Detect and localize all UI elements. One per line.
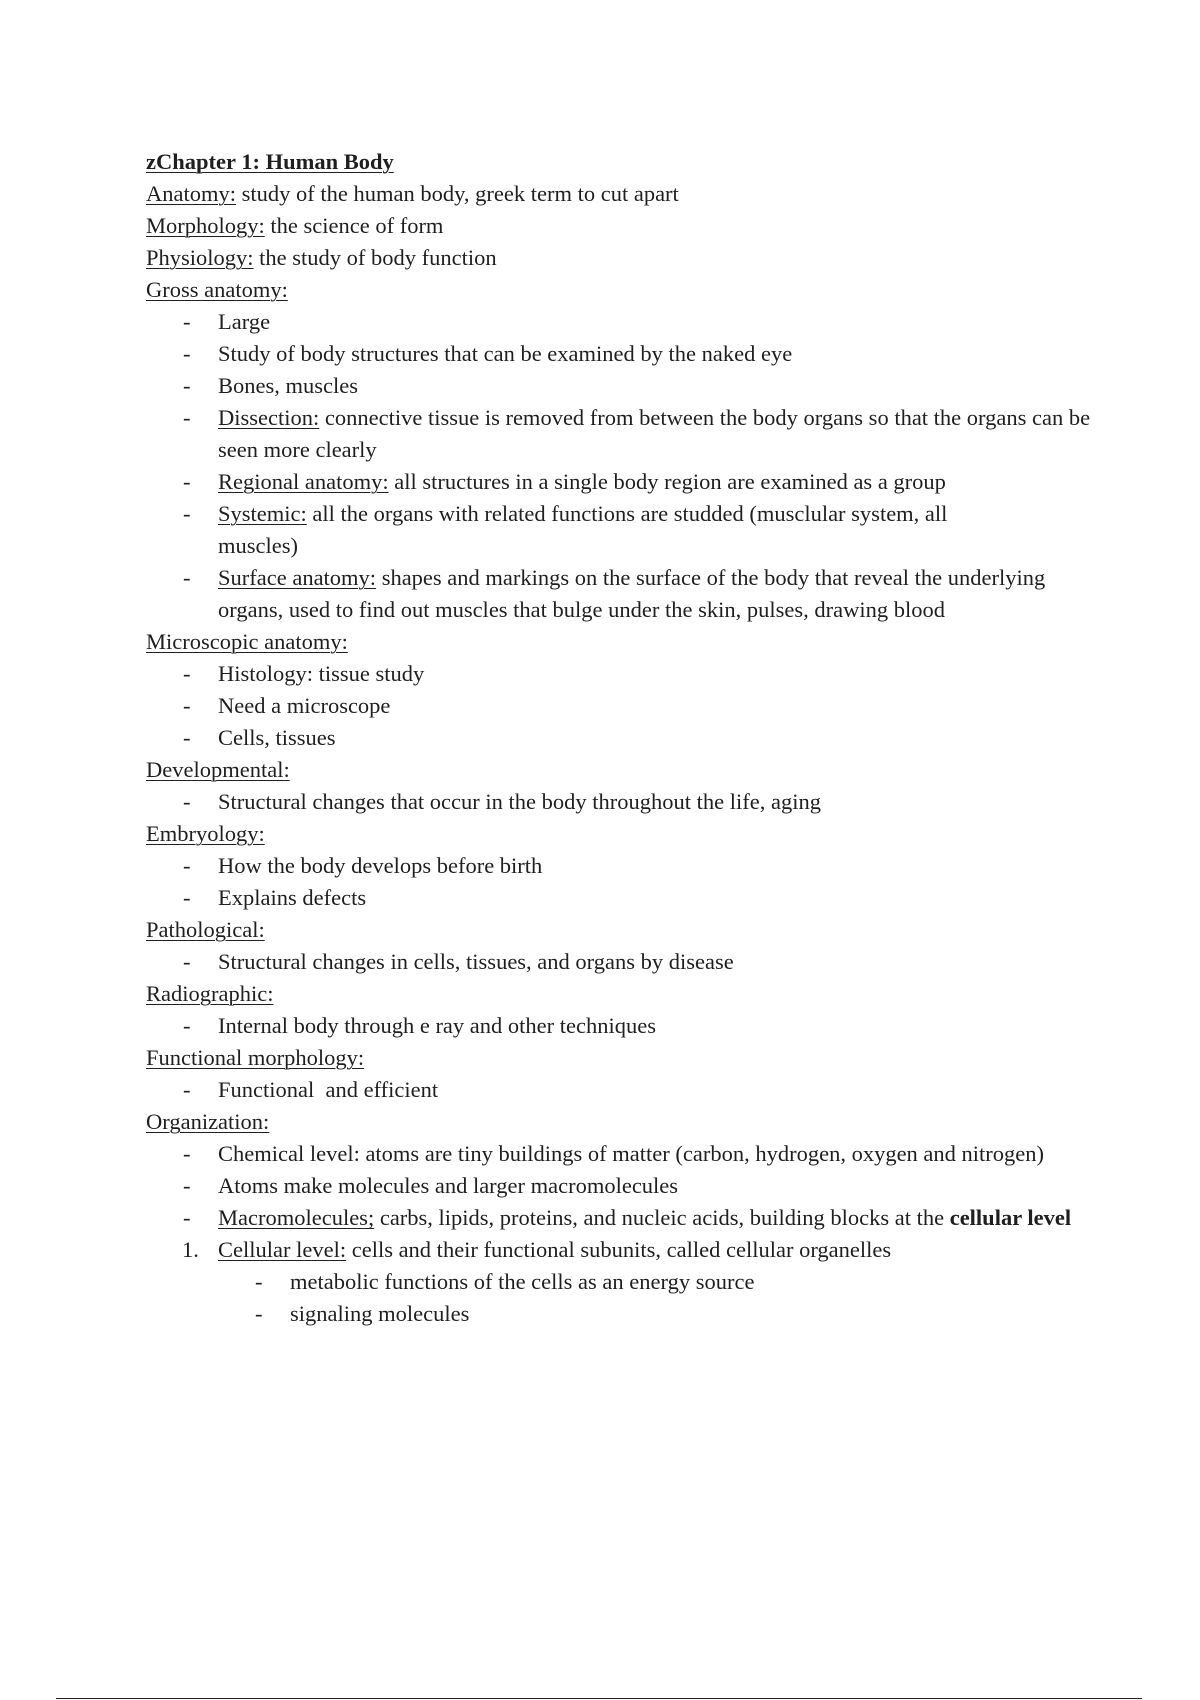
heading-embryology: Embryology: xyxy=(146,821,265,846)
def-anatomy-text: study of the human body, greek term to cut apart xyxy=(236,181,679,206)
list-item: - Histology: tissue study xyxy=(146,658,1106,690)
term-morphology: Morphology: xyxy=(146,213,265,238)
radiographic-list xyxy=(146,1010,1106,1042)
list-item: - metabolic functions of the cells as an energy source xyxy=(146,1266,1106,1298)
developmental-list xyxy=(146,786,1106,818)
def-physiology-text: the study of body function xyxy=(253,245,497,270)
heading-organization: Organization: xyxy=(146,1109,270,1134)
list-item: - Need a microscope xyxy=(146,690,1106,722)
term-systemic: Systemic: xyxy=(218,501,307,526)
document-body xyxy=(146,146,1106,1330)
list-item: - Functional and efficient xyxy=(146,1074,1106,1106)
heading-developmental: Developmental: xyxy=(146,757,290,782)
term-surface-anatomy: Surface anatomy: xyxy=(218,565,377,590)
def-morphology-text: the science of form xyxy=(264,213,444,238)
list-item: - Structural changes in cells, tissues, and organs by disease xyxy=(146,946,1106,978)
cellular-sublist xyxy=(146,1266,1106,1330)
term-regional-anatomy: Regional anatomy: xyxy=(218,469,389,494)
term-anatomy: Anatomy: xyxy=(146,181,236,206)
term-physiology: Physiology: xyxy=(146,245,254,270)
list-item: - signaling molecules xyxy=(146,1298,1106,1330)
heading-functional-morphology: Functional morphology: xyxy=(146,1045,365,1070)
functional-list xyxy=(146,1074,1106,1106)
microscopic-list xyxy=(146,658,1106,754)
list-number: 1. xyxy=(182,1237,199,1262)
heading-gross-anatomy: Gross anatomy: xyxy=(146,277,288,302)
list-item: - Bones, muscles xyxy=(146,370,1106,402)
embryology-list xyxy=(146,850,1106,914)
page-title: zChapter 1: Human Body xyxy=(146,149,394,174)
heading-microscopic-anatomy: Microscopic anatomy: xyxy=(146,629,348,654)
list-item: - Chemical level: atoms are tiny buildings of matter (carbon, hydrogen, oxygen and nitrogen) xyxy=(146,1138,1106,1170)
def-morphology xyxy=(146,210,1106,242)
term-cellular-level: Cellular level: xyxy=(218,1237,347,1262)
list-item: - Large xyxy=(146,306,1106,338)
cellular-level-list xyxy=(146,1234,1106,1266)
cellular-level-bold: cellular level xyxy=(949,1205,1072,1230)
gross-anatomy-list xyxy=(146,306,1106,626)
def-physiology xyxy=(146,242,1106,274)
list-item: - Atoms make molecules and larger macromolecules xyxy=(146,1170,1106,1202)
regional-text: all structures in a single body region are examined as a group xyxy=(388,469,946,494)
list-item-dissection xyxy=(146,402,1106,466)
term-macromolecules: Macromolecules; xyxy=(218,1205,375,1230)
list-item: - How the body develops before birth xyxy=(146,850,1106,882)
list-item-regional xyxy=(146,466,1106,498)
cellular-level-text: cells and their functional subunits, called cellular organelles xyxy=(346,1237,892,1262)
numbered-item-cellular xyxy=(146,1234,1106,1266)
list-item-macromolecules xyxy=(146,1202,1106,1234)
dissection-text: connective tissue is removed from between the body organs so that the organs can be seen more clearly xyxy=(218,405,1091,462)
organization-list xyxy=(146,1138,1106,1234)
heading-pathological: Pathological: xyxy=(146,917,265,942)
systemic-text: all the organs with related functions are studded (musclular system, all muscles) xyxy=(218,501,948,558)
list-item: - Explains defects xyxy=(146,882,1106,914)
list-item: - Cells, tissues xyxy=(146,722,1106,754)
list-item: - Internal body through e ray and other techniques xyxy=(146,1010,1106,1042)
def-anatomy xyxy=(146,178,1106,210)
list-item-surface xyxy=(146,562,1106,626)
macromolecules-text: carbs, lipids, proteins, and nucleic acids, building blocks at the xyxy=(374,1205,950,1230)
list-item: - Structural changes that occur in the body throughout the life, aging xyxy=(146,786,1106,818)
surface-text: shapes and markings on the surface of the body that reveal the underlying organs, used to find out muscles that bulge under the skin, pulses, drawing blood xyxy=(218,565,1046,622)
term-dissection: Dissection: xyxy=(218,405,320,430)
heading-radiographic: Radiographic: xyxy=(146,981,274,1006)
page-bottom-rule xyxy=(56,1698,1142,1699)
pathological-list xyxy=(146,946,1106,978)
list-item-systemic xyxy=(146,498,1106,562)
list-item: - Study of body structures that can be examined by the naked eye xyxy=(146,338,1106,370)
